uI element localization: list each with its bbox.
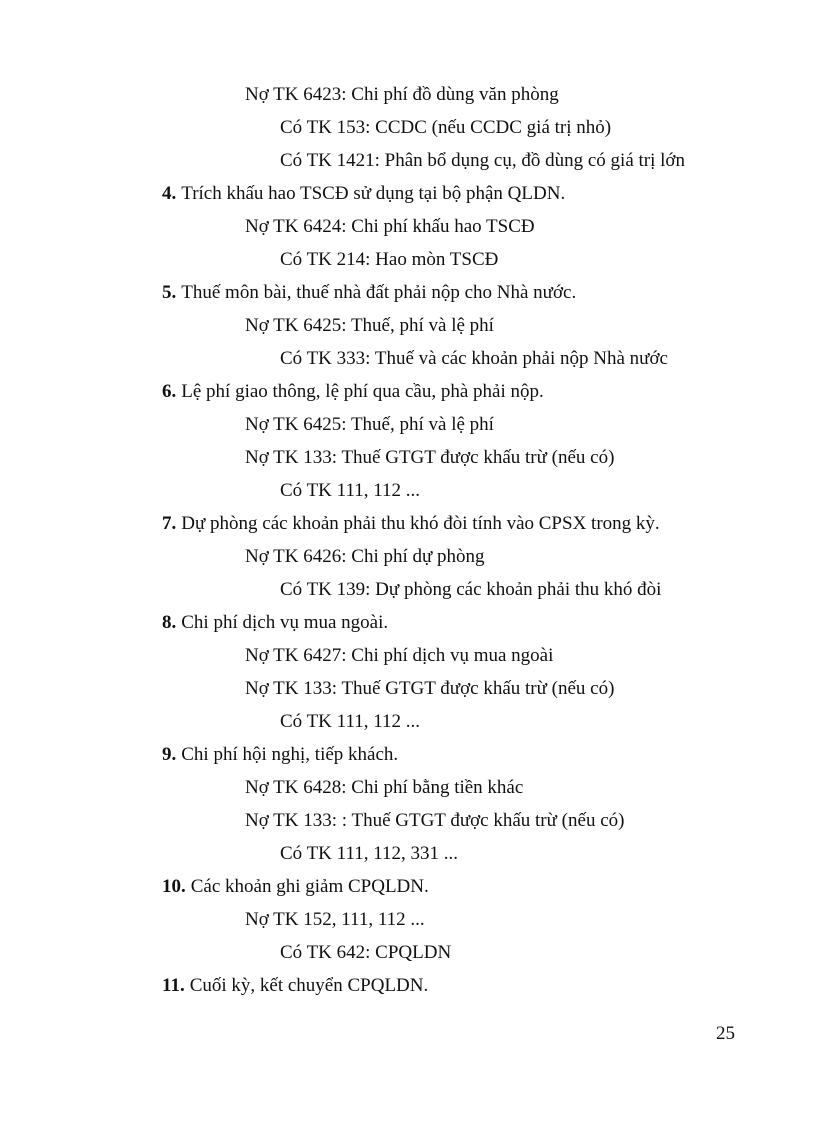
debit-entry	[0, 903, 816, 936]
entry-text: Lệ phí giao thông, lệ phí qua cầu, phà phải nộp.	[181, 381, 544, 402]
credit-entry	[0, 474, 816, 507]
entry-text: Nợ TK 6423: Chi phí đồ dùng văn phòng	[245, 84, 559, 105]
item-number: 11.	[162, 975, 185, 996]
debit-entry	[0, 804, 816, 837]
numbered-item	[0, 606, 816, 639]
item-number: 8.	[162, 612, 177, 633]
entry-text: Nợ TK 133: Thuế GTGT được khấu trừ (nếu có)	[245, 678, 615, 699]
item-number: 5.	[162, 282, 177, 303]
entry-text: Nợ TK 6427: Chi phí dịch vụ mua ngoài	[245, 645, 554, 666]
item-number: 9.	[162, 744, 177, 765]
debit-entry	[0, 210, 816, 243]
entry-text: Chi phí dịch vụ mua ngoài.	[181, 612, 389, 633]
numbered-item	[0, 870, 816, 903]
entry-text: Có TK 642: CPQLDN	[280, 942, 452, 963]
page-number: 25	[716, 1023, 735, 1044]
entry-text: Trích khấu hao TSCĐ sử dụng tại bộ phận QLDN.	[181, 183, 566, 204]
item-number: 4.	[162, 183, 177, 204]
debit-entry	[0, 78, 816, 111]
numbered-item	[0, 969, 816, 1002]
credit-entry	[0, 573, 816, 606]
debit-entry	[0, 309, 816, 342]
accounting-entries	[0, 78, 816, 1002]
credit-entry	[0, 243, 816, 276]
credit-entry	[0, 342, 816, 375]
entry-text: Dự phòng các khoản phải thu khó đòi tính vào CPSX trong kỳ.	[181, 513, 660, 534]
numbered-item	[0, 507, 816, 540]
entry-text: Nợ TK 6428: Chi phí bằng tiền khác	[245, 777, 524, 798]
entry-text: Có TK 214: Hao mòn TSCĐ	[280, 249, 499, 270]
entry-text: Nợ TK 133: Thuế GTGT được khấu trừ (nếu có)	[245, 447, 615, 468]
debit-entry	[0, 771, 816, 804]
item-number: 10.	[162, 876, 186, 897]
entry-text: Có TK 111, 112, 331 ...	[280, 843, 459, 864]
entry-text: Nợ TK 6424: Chi phí khấu hao TSCĐ	[245, 216, 535, 237]
debit-entry	[0, 672, 816, 705]
numbered-item	[0, 738, 816, 771]
entry-text: Nợ TK 152, 111, 112 ...	[245, 909, 425, 930]
entry-text: Có TK 333: Thuế và các khoản phải nộp Nhà nước	[280, 348, 668, 369]
debit-entry	[0, 540, 816, 573]
entry-text: Các khoản ghi giảm CPQLDN.	[190, 876, 429, 897]
credit-entry	[0, 936, 816, 969]
credit-entry	[0, 837, 816, 870]
entry-text: Cuối kỳ, kết chuyển CPQLDN.	[189, 975, 429, 996]
entry-text: Thuế môn bài, thuế nhà đất phải nộp cho Nhà nước.	[181, 282, 577, 303]
entry-text: Có TK 1421: Phân bổ dụng cụ, đồ dùng có giá trị lớn	[280, 150, 685, 171]
entry-text: Có TK 139: Dự phòng các khoản phải thu khó đòi	[280, 579, 662, 600]
entry-text: Nợ TK 133: : Thuế GTGT được khấu trừ (nếu có)	[245, 810, 625, 831]
item-number: 6.	[162, 381, 177, 402]
credit-entry	[0, 111, 816, 144]
entry-text: Nợ TK 6426: Chi phí dự phòng	[245, 546, 485, 567]
entry-text: Nợ TK 6425: Thuế, phí và lệ phí	[245, 414, 494, 435]
entry-text: Chi phí hội nghị, tiếp khách.	[181, 744, 399, 765]
entry-text: Có TK 153: CCDC (nếu CCDC giá trị nhỏ)	[280, 117, 612, 138]
entry-text: Có TK 111, 112 ...	[280, 480, 421, 501]
entry-text: Có TK 111, 112 ...	[280, 711, 421, 732]
item-number: 7.	[162, 513, 177, 534]
debit-entry	[0, 408, 816, 441]
entry-text: Nợ TK 6425: Thuế, phí và lệ phí	[245, 315, 494, 336]
numbered-item	[0, 177, 816, 210]
debit-entry	[0, 441, 816, 474]
credit-entry	[0, 144, 816, 177]
numbered-item	[0, 276, 816, 309]
debit-entry	[0, 639, 816, 672]
numbered-item	[0, 375, 816, 408]
credit-entry	[0, 705, 816, 738]
